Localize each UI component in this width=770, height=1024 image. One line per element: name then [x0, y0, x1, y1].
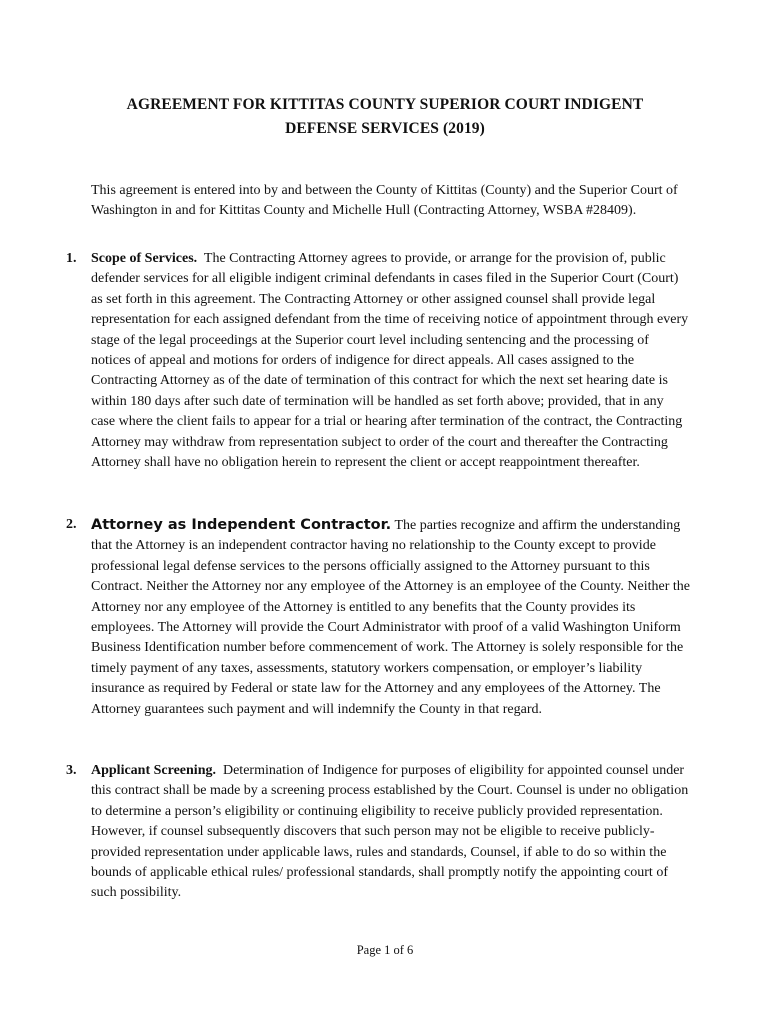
page-footer: Page 1 of 6: [356, 943, 414, 957]
section-number: 2.: [66, 517, 77, 532]
section-number: 1.: [66, 251, 77, 266]
section-body: The Contracting Attorney agrees to provide, or arrange for the provision of, public defender services for all eligible indigent criminal defendants in cases filed in the Superior Court (Court) as set forth in this agreement. The Contracting Attorney or other assigned counsel shall provide legal representation for each assigned defendant from the time of receiving notice of appointment through every stage of the legal proceedings at the Superior court level including sentencing and the processing of notices of appeal and motions for orders of indigence for direct appeals. All cases assigned to the Contracting Attorney as of the date of termination of this contract for which the next set hearing date is within 180 days after such date of termination will be handled as set forth above; provided, that in any case where the client fails to appear for a trial or hearing after termination of the contract, the Contracting Attorney may withdraw from representation subject to order of the court and thereafter the Contracting Attorney shall have no obligation herein to represent the client or accept reappointment thereafter.: [91, 251, 689, 471]
intro-paragraph: This agreement is entered into by and between the County of Kittitas (County) and the Superior Court of Washington in and for Kittitas County and Michelle Hull (Contracting Attorney, WSBA #28409).: [91, 183, 678, 218]
section-body: Determination of Indigence for purposes of eligibility for appointed counsel under this contract shall be made by a screening process established by the Court. Counsel is under no obligation to determine a person’s eligibility or continuing eligibility to receive publicly provided representation. However, if counsel subsequently discovers that such person may not be eligible to receive publicly-provided representation under applicable laws, rules and standards, Counsel, if able to do so within the bounds of applicable ethical rules/ professional standards, shall promptly notify the appointing court of such possibility.: [91, 763, 689, 901]
section-body: The parties recognize and affirm the understanding that the Attorney is an independent contractor having no relationship to the County except to provide professional legal defense services to the persons officially assigned to the Attorney pursuant to this Contract. Neither the Attorney nor any employee of the Attorney is an employee of the County. Neither the Attorney nor any employee of the Attorney is entitled to any benefits that the County provides its employees. The Attorney will provide the Court Administrator with proof of a valid Washington Uniform Business Identification number before commencement of work. The Attorney is solely responsible for the timely payment of any taxes, assessments, statutory workers compensation, or employer’s liability insurance as required by Federal or state law for the Attorney and any employees of the Attorney. The Attorney guarantees such payment and will indemnify the County in that regard.: [91, 518, 690, 717]
section-scope-of-services: [66, 249, 691, 473]
document-title: [60, 93, 710, 141]
section-heading: Scope of Services.: [91, 251, 198, 266]
section-applicant-screening: [66, 761, 691, 904]
section-independent-contractor: [66, 515, 691, 720]
title-line-2: DEFENSE SERVICES (2019): [285, 120, 485, 137]
section-heading: Attorney as Independent Contractor.: [91, 517, 392, 533]
title-line-1: AGREEMENT FOR KITTITAS COUNTY SUPERIOR COURT INDIGENT: [126, 96, 644, 113]
section-heading: Applicant Screening.: [91, 763, 216, 778]
section-number: 3.: [66, 763, 77, 778]
